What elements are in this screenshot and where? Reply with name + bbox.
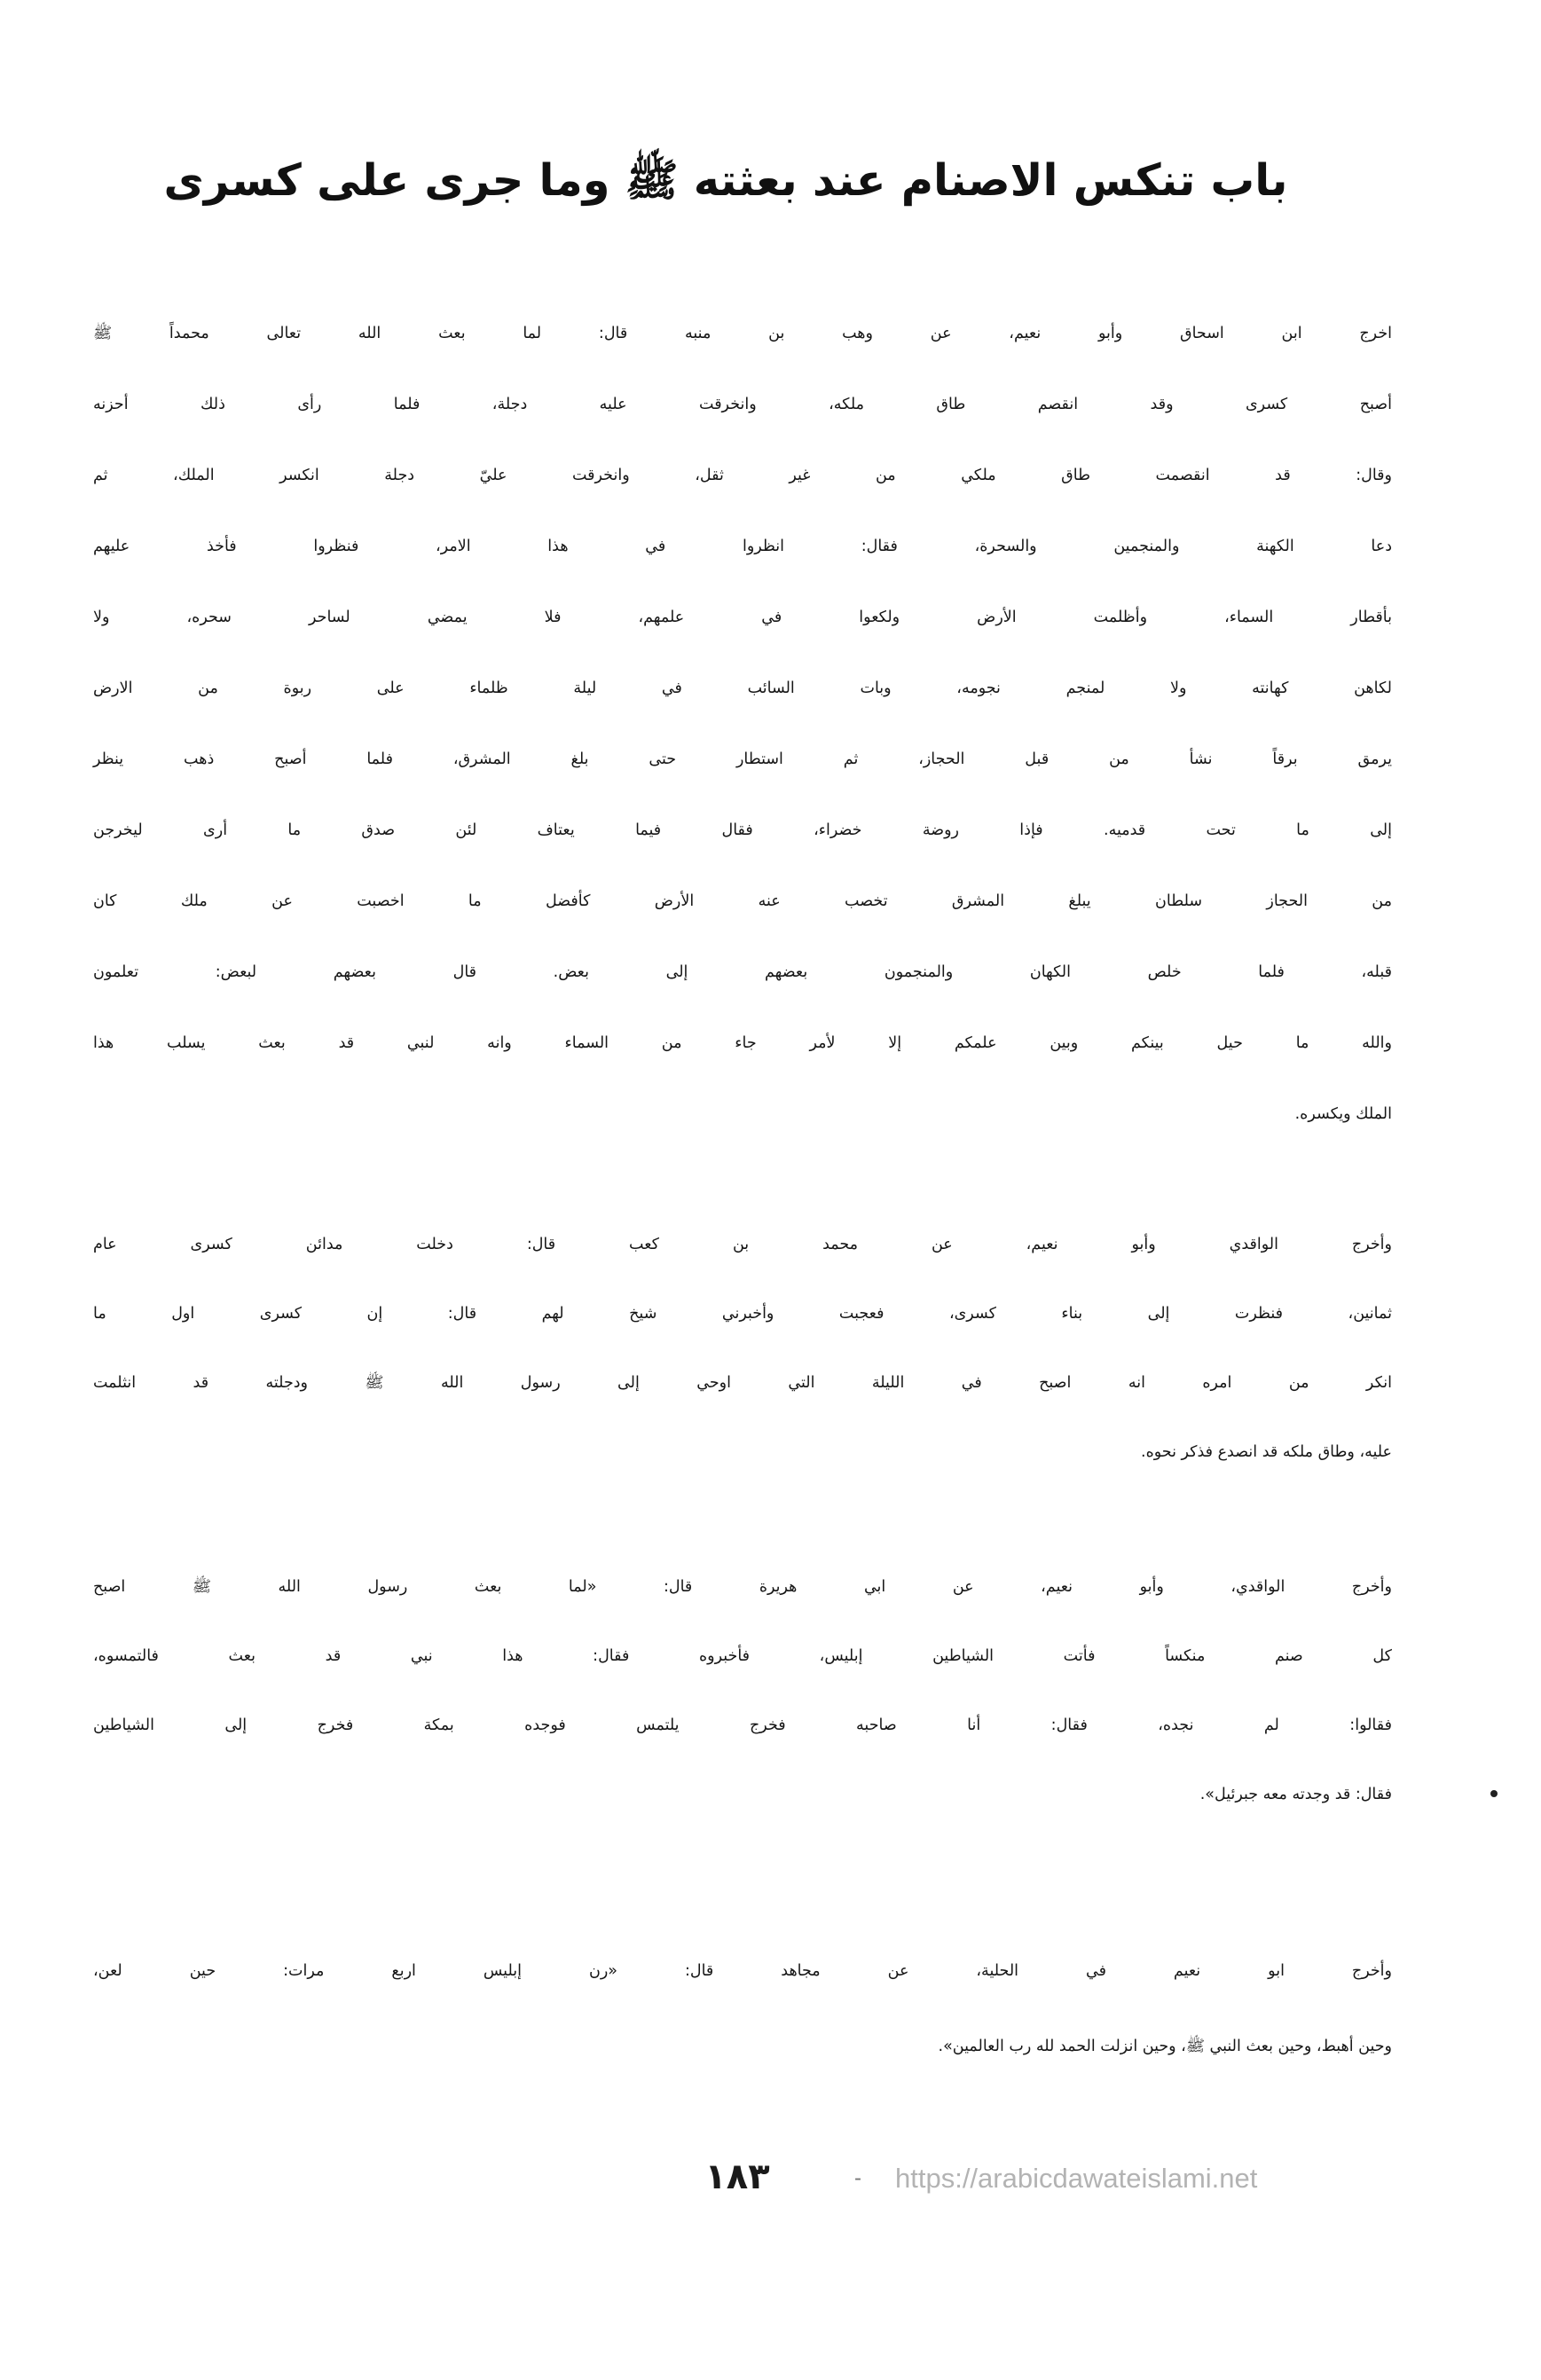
text-line: اخرج ابن اسحاق وأبو نعيم، عن وهب بن منبه قال: لما بعث الله تعالى محمداً ﷺ: [93, 325, 1392, 342]
text-line: والله ما حيل بينكم وبين علمكم إلا لأمر جاء من السماء وانه لنبي قد بعث يسلب هذا: [93, 1034, 1392, 1052]
text-line: لكاهن كهانته ولا لمنجم نجومه، وبات السائب في ليلة ظلماء على ربوة من الارض: [93, 679, 1392, 697]
paragraph: [93, 1210, 1392, 1487]
footer-separator: -: [854, 2166, 861, 2190]
text-line: فقالوا: لم نجده، فقال: أنا صاحبه فخرج يلتمس فوجده بمكة فخرج إلى الشياطين: [93, 1716, 1392, 1734]
text-line: وأخرج ابو نعيم في الحلية، عن مجاهد قال: «رن إبليس اربع مرات: حين لعن،: [93, 1962, 1392, 1980]
watermark-url: https://arabicdawateislami.net: [895, 2163, 1258, 2194]
text-line: من الحجاز سلطان يبلغ المشرق تخصب عنه الأرض كأفضل ما اخصبت عن ملك كان: [93, 892, 1392, 910]
text-line: وأخرج الواقدي وأبو نعيم، عن محمد بن كعب قال: دخلت مدائن كسرى عام: [93, 1236, 1392, 1253]
paragraph: [93, 1934, 1392, 2085]
text-line: الملك ويكسره.: [1294, 1105, 1392, 1123]
text-line: أصبح كسرى وقد انقصم طاق ملكه، وانخرقت عليه دجلة، فلما رأى ذلك أحزنه: [93, 396, 1392, 413]
text-line: وأخرج الواقدي، وأبو نعيم، عن ابي هريرة قال: «لما بعث رسول الله ﷺ اصبح: [93, 1578, 1392, 1596]
text-line: ثمانين، فنظرت إلى بناء كسرى، فعجبت وأخبرني شيخ لهم قال: إن كسرى اول ما: [93, 1305, 1392, 1323]
page-number: ١٨٣: [704, 2156, 770, 2197]
text-line: كل صنم منكساً فأتت الشياطين إبليس، فأخبروه فقال: هذا نبي قد بعث فالتمسوه،: [93, 1647, 1392, 1665]
paragraph: [93, 298, 1392, 1150]
text-line: وقال: قد انقصمت طاق ملكي من غير ثقل، وانخرقت عليّ دجلة انكسر الملك، ثم: [93, 467, 1392, 484]
scan-mark-dot: [1490, 1790, 1498, 1797]
text-line: دعا الكهنة والمنجمين والسحرة، فقال: انظروا في هذا الامر، فنظروا فأخذ عليهم: [93, 538, 1392, 555]
text-line: إلى ما تحت قدميه. فإذا روضة خضراء، فقال فيما يعتاف لئن صدق ما أرى ليخرجن: [93, 821, 1392, 839]
text-line: انكر من امره انه اصبح في الليلة التي اوحي إلى رسول الله ﷺ ودجلته قد انثلمت: [93, 1374, 1392, 1392]
text-line: يرمق برقاً نشأ من قبل الحجاز، ثم استطار حتى بلغ المشرق، فلما أصبح ذهب ينظر: [93, 750, 1392, 768]
chapter-title: باب تنكس الاصنام عند بعثته ﷺ وما جرى على كسرى: [163, 154, 1288, 206]
text-line: بأقطار السماء، وأظلمت الأرض ولكعوا في علمهم، فلا يمضي لساحر سحره، ولا: [93, 609, 1392, 626]
text-line: فقال: قد وجدته معه جبرئيل».: [1199, 1786, 1392, 1803]
text-line: عليه، وطاق ملكه قد انصدع فذكر نحوه.: [1141, 1443, 1392, 1461]
text-line: قبله، فلما خلص الكهان والمنجمون بعضهم إلى بعض. قال بعضهم لبعض: تعلمون: [93, 963, 1392, 981]
paragraph: [93, 1552, 1392, 1829]
text-line: وحين أهبط، وحين بعث النبي ﷺ، وحين انزلت الحمد لله رب العالمين».: [938, 2038, 1392, 2055]
